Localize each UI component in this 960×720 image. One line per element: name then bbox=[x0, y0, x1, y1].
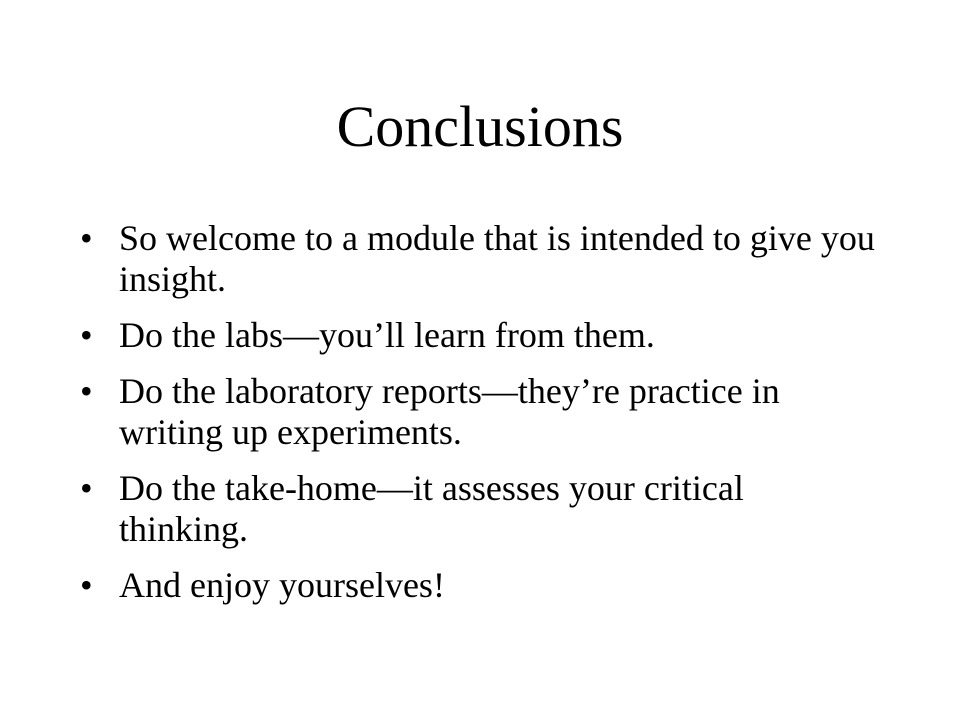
bullet-icon: • bbox=[80, 371, 93, 411]
bullet-icon: • bbox=[80, 468, 93, 508]
bullet-icon: • bbox=[80, 565, 93, 605]
bullet-item bbox=[80, 371, 880, 453]
slide-title: Conclusions bbox=[336, 94, 624, 159]
bullet-item bbox=[80, 565, 880, 606]
bullet-text: So welcome to a module that is intended to give you insight. bbox=[119, 218, 875, 299]
bullet-text: Do the labs—you’ll learn from them. bbox=[119, 315, 655, 355]
bullet-text: Do the laboratory reports—they’re practice in writing up experiments. bbox=[119, 371, 780, 452]
bullet-item bbox=[80, 468, 880, 550]
bullet-list bbox=[80, 218, 880, 621]
bullet-item bbox=[80, 315, 880, 356]
bullet-icon: • bbox=[80, 218, 93, 258]
bullet-text: And enjoy yourselves! bbox=[119, 565, 445, 605]
bullet-item bbox=[80, 218, 880, 300]
bullet-text: Do the take-home—it assesses your critical thinking. bbox=[119, 468, 744, 549]
bullet-icon: • bbox=[80, 315, 93, 355]
